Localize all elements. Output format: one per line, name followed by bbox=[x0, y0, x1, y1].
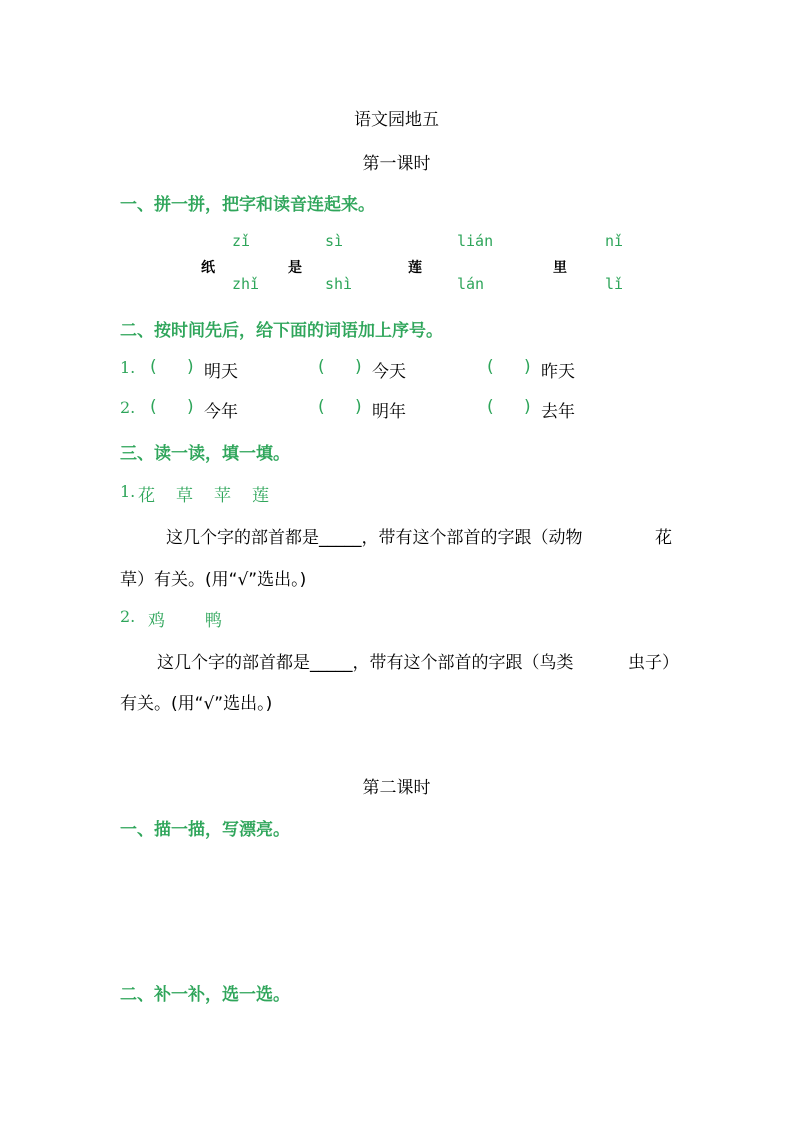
paren-close: ) bbox=[524, 397, 531, 417]
q3-char: 鸭 bbox=[205, 611, 222, 631]
character: 莲 bbox=[408, 260, 422, 276]
item-number: 1. bbox=[120, 482, 136, 501]
pinyin-bottom: lán bbox=[457, 275, 485, 293]
row-number: 2. bbox=[120, 398, 136, 417]
q3-item1-text: 草）有关。(用“√”选出。) bbox=[120, 570, 307, 590]
q3-char: 草 bbox=[176, 486, 193, 506]
paren-close: ) bbox=[355, 397, 362, 417]
pinyin-bottom: lǐ bbox=[605, 275, 624, 293]
paren-open: ( bbox=[487, 357, 494, 377]
q2-heading: 二、按时间先后，给下面的词语加上序号。 bbox=[120, 321, 443, 341]
q3-item2-text: 有关。(用“√”选出。) bbox=[120, 694, 273, 714]
word: 明天 bbox=[204, 362, 238, 382]
paren-close: ) bbox=[187, 357, 194, 377]
lesson1-title: 第一课时 bbox=[362, 154, 431, 174]
q3-item2-text: 虫子） bbox=[628, 653, 679, 673]
word: 今年 bbox=[204, 402, 238, 422]
word: 今天 bbox=[372, 362, 406, 382]
pinyin-top: lián bbox=[457, 232, 494, 250]
q3-char: 鸡 bbox=[148, 611, 165, 631]
paren-open: ( bbox=[150, 397, 157, 417]
q3-item1-text: 这几个字的部首都是_____，带有这个部首的字跟（动物 bbox=[166, 528, 583, 548]
paren-open: ( bbox=[487, 397, 494, 417]
q1-heading: 一、拼一拼，把字和读音连起来。 bbox=[120, 195, 375, 215]
q3-item1-text: 花 bbox=[655, 528, 672, 548]
row-number: 1. bbox=[120, 358, 136, 377]
q3-heading: 三、读一读，填一填。 bbox=[120, 444, 290, 464]
pinyin-bottom: shì bbox=[325, 275, 353, 293]
character: 是 bbox=[288, 260, 302, 276]
lesson2-q1-heading: 一、描一描，写漂亮。 bbox=[120, 820, 290, 840]
paren-close: ) bbox=[187, 397, 194, 417]
item-number: 2. bbox=[120, 607, 136, 626]
pinyin-top: sì bbox=[325, 232, 344, 250]
character: 纸 bbox=[201, 260, 215, 276]
paren-open: ( bbox=[150, 357, 157, 377]
character: 里 bbox=[553, 260, 567, 276]
word: 明年 bbox=[372, 402, 406, 422]
document-title: 语文园地五 bbox=[354, 110, 439, 130]
q3-item2-text: 这几个字的部首都是_____，带有这个部首的字跟（鸟类 bbox=[157, 653, 574, 673]
pinyin-top: nǐ bbox=[605, 232, 624, 250]
lesson2-title: 第二课时 bbox=[362, 778, 431, 798]
paren-close: ) bbox=[524, 357, 531, 377]
paren-open: ( bbox=[318, 357, 325, 377]
paren-open: ( bbox=[318, 397, 325, 417]
q3-char: 花 bbox=[138, 486, 155, 506]
pinyin-top: zǐ bbox=[232, 232, 251, 250]
word: 昨天 bbox=[541, 362, 575, 382]
word: 去年 bbox=[541, 402, 575, 422]
paren-close: ) bbox=[355, 357, 362, 377]
q3-char: 莲 bbox=[252, 486, 269, 506]
pinyin-bottom: zhǐ bbox=[232, 275, 260, 293]
q3-char: 苹 bbox=[214, 486, 231, 506]
lesson2-q2-heading: 二、补一补，选一选。 bbox=[120, 985, 290, 1005]
